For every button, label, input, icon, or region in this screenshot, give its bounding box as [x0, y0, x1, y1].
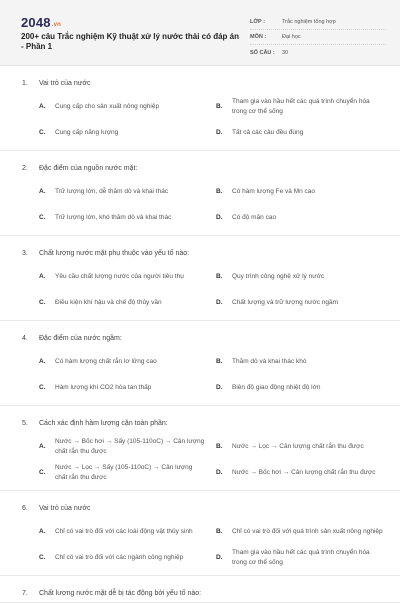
question-number: 4. — [22, 335, 28, 342]
option-text: Nước → Lọc → Sấy (105-110oC) → Cân lượng chất rắn thu được — [55, 464, 193, 481]
question-text: Đặc điểm của nước ngầm: — [39, 335, 122, 342]
meta-label: MÔN : — [250, 34, 267, 40]
question-head — [0, 504, 400, 513]
meta-label: LỚP : — [250, 19, 265, 25]
question-text: Đặc điểm của nguồn nước mặt: — [39, 165, 138, 172]
question-text: Cách xác định hàm lượng cặn toàn phần: — [39, 420, 168, 427]
option-text: Có độ mặn cao — [232, 214, 277, 221]
answer-option[interactable] — [39, 434, 212, 460]
answer-option[interactable] — [216, 94, 389, 120]
option-letter: D. — [216, 554, 223, 561]
answer-option[interactable] — [39, 94, 212, 120]
option-letter: D. — [216, 469, 223, 476]
option-letter: C. — [39, 384, 46, 391]
question-text: Chất lượng nước mặt dễ bị tác động bởi yếu tố nào: — [39, 590, 202, 597]
option-text: Chỉ có vai trò đối với quá trình sản xuất nông nghiệp — [232, 528, 383, 535]
question-text: Chất lượng nước mặt phụ thuộc vào yếu tố nào: — [39, 250, 190, 257]
question-list — [0, 66, 400, 603]
question-number: 3. — [22, 250, 28, 257]
question-item — [0, 236, 400, 321]
question-item — [0, 151, 400, 236]
meta-value: 30 — [282, 49, 289, 56]
option-text: Có hàm lượng chất rắn lơ lửng cao — [55, 358, 157, 365]
question-number: 5. — [22, 420, 28, 427]
option-text: Có hàm lượng Fe và Mn cao — [232, 188, 316, 195]
answer-option[interactable] — [39, 375, 212, 401]
answer-option[interactable] — [39, 519, 212, 545]
option-text: Nước → Bốc hơi → Sấy (105-110oC) → Cân lượng chất rắn thu được — [55, 438, 205, 455]
option-text: Cung cấp năng lượng — [55, 129, 119, 136]
option-letter: A. — [39, 528, 46, 535]
option-letter: D. — [216, 214, 223, 221]
option-text: Quy trình công nghệ xử lý nước — [232, 273, 325, 280]
option-letter: C. — [39, 129, 46, 136]
option-letter: B. — [216, 443, 223, 450]
option-text: Thăm dò và khai thác khó — [232, 358, 307, 365]
answer-option[interactable] — [39, 290, 212, 316]
option-letter: A. — [39, 443, 46, 450]
question-number: 1. — [22, 80, 28, 87]
option-letter: A. — [39, 273, 46, 280]
question-item — [0, 491, 400, 576]
answer-option[interactable] — [216, 205, 389, 231]
answer-options — [0, 434, 400, 486]
option-text: Điều kiện khí hậu và chế độ thủy văn — [55, 299, 162, 306]
answer-options — [0, 349, 400, 401]
answer-options — [0, 94, 400, 146]
option-text: Chỉ có vai trò đối với các loài động vật thủy sinh — [55, 528, 193, 535]
answer-option[interactable] — [39, 349, 212, 375]
meta-value: Trắc nghiệm tổng hợp — [282, 19, 336, 25]
option-letter: D. — [216, 384, 223, 391]
meta-label: SỐ CÂU : — [250, 49, 275, 56]
answer-option[interactable] — [216, 264, 389, 290]
question-head — [0, 164, 400, 173]
page-header — [0, 0, 400, 66]
question-number: 2. — [22, 165, 28, 172]
option-letter: B. — [216, 358, 223, 365]
answer-option[interactable] — [39, 179, 212, 205]
option-text: Biên độ giao động nhiệt độ lớn — [232, 384, 321, 391]
question-head — [0, 589, 400, 598]
option-text: Chỉ có vai trò đối với các ngành công nghiệp — [55, 554, 184, 561]
meta-row-count — [250, 45, 386, 60]
answer-options — [0, 264, 400, 316]
question-item — [0, 321, 400, 406]
option-letter: D. — [216, 299, 223, 306]
answer-option[interactable] — [216, 434, 389, 460]
option-text: Yêu cầu chất lượng nước của người tiêu thụ — [55, 273, 184, 280]
answer-option[interactable] — [39, 460, 212, 486]
question-head — [0, 419, 400, 428]
meta-value: Đại học — [282, 34, 301, 40]
answer-option[interactable] — [216, 519, 389, 545]
answer-option[interactable] — [39, 120, 212, 146]
option-text: Nước → Lọc → Cân lượng chất rắn thu được — [232, 443, 364, 450]
site-logo[interactable] — [21, 15, 61, 30]
question-head — [0, 334, 400, 343]
option-text: Trữ lượng lớn, khó thăm dò và khai thác — [55, 214, 172, 221]
answer-option[interactable] — [216, 375, 389, 401]
logo-text: 2048 — [21, 15, 51, 30]
answer-option[interactable] — [39, 264, 212, 290]
option-letter: A. — [39, 103, 46, 110]
question-text: Vai trò của nước — [39, 505, 91, 512]
question-head — [0, 249, 400, 258]
answer-options — [0, 179, 400, 231]
answer-option[interactable] — [216, 545, 389, 571]
question-number: 6. — [22, 505, 28, 512]
answer-option[interactable] — [216, 120, 389, 146]
option-letter: C. — [39, 469, 46, 476]
meta-row-class — [250, 15, 386, 30]
question-text: Vai trò của nước — [39, 80, 91, 87]
question-item — [0, 66, 400, 151]
answer-option[interactable] — [216, 460, 389, 486]
option-text: Hàm lượng khí CO2 hòa tan thấp — [55, 384, 152, 391]
option-text: Tham gia vào hầu hết các quá trình chuyển hóa trong cơ thể sống — [232, 98, 370, 115]
option-letter: A. — [39, 188, 46, 195]
option-text: Chất lượng và trữ lượng nước ngầm — [232, 299, 339, 306]
answer-option[interactable] — [39, 545, 212, 571]
option-text: Tham gia vào hầu hết các quá trình chuyển hóa trong cơ thể sống — [232, 549, 370, 566]
quiz-meta — [250, 15, 386, 60]
option-letter: A. — [39, 358, 46, 365]
answer-option[interactable] — [39, 205, 212, 231]
option-letter: C. — [39, 299, 46, 306]
answer-option[interactable] — [216, 290, 389, 316]
question-item — [0, 406, 400, 491]
option-letter: C. — [39, 214, 46, 221]
option-letter: D. — [216, 129, 223, 136]
question-number: 7. — [22, 590, 28, 597]
answer-option[interactable] — [216, 349, 389, 375]
answer-option[interactable] — [216, 179, 389, 205]
option-letter: B. — [216, 528, 223, 535]
option-text: Tất cả các câu đều đúng — [232, 129, 304, 136]
option-letter: B. — [216, 188, 223, 195]
question-head — [0, 79, 400, 88]
option-text: Nước → Bốc hơi → Cân lượng chất rắn thu được — [232, 469, 376, 476]
option-text: Trữ lượng lớn, dễ thăm dò và khai thác — [55, 188, 169, 195]
option-letter: B. — [216, 273, 223, 280]
option-text: Cung cấp cho sản xuất nông nghiệp — [55, 103, 160, 110]
question-item — [0, 576, 400, 603]
option-letter: B. — [216, 103, 223, 110]
logo-suffix: .vn — [51, 22, 62, 28]
option-letter: C. — [39, 554, 46, 561]
meta-row-subject — [250, 30, 386, 45]
answer-options — [0, 519, 400, 571]
page-title: 200+ câu Trắc nghiệm Kỹ thuật xử lý nước thải có đáp án - Phần 1 — [21, 32, 240, 51]
